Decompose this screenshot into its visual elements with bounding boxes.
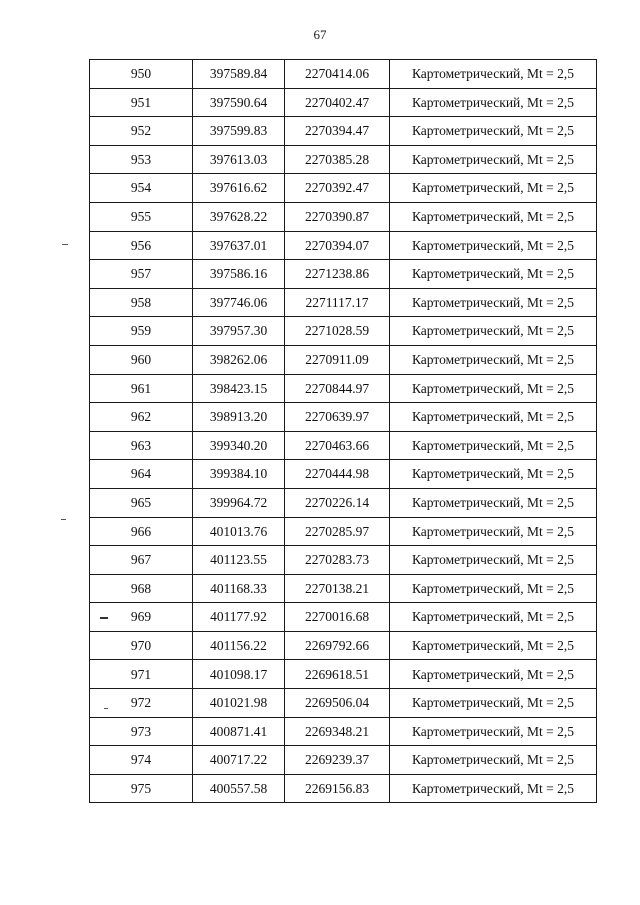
x-coordinate-cell: 397637.01 — [193, 231, 285, 260]
method-cell: Картометрический, Mt = 2,5 — [390, 288, 597, 317]
scan-mark — [62, 244, 68, 245]
y-coordinate-cell: 2270138.21 — [285, 574, 390, 603]
method-cell: Картометрический, Mt = 2,5 — [390, 488, 597, 517]
method-cell: Картометрический, Mt = 2,5 — [390, 174, 597, 203]
y-coordinate-cell: 2270016.68 — [285, 603, 390, 632]
method-cell: Картометрический, Mt = 2,5 — [390, 660, 597, 689]
y-coordinate-cell: 2269239.37 — [285, 746, 390, 775]
table-row — [90, 774, 597, 803]
y-coordinate-cell: 2270844.97 — [285, 374, 390, 403]
method-cell: Картометрический, Mt = 2,5 — [390, 746, 597, 775]
x-coordinate-cell: 398913.20 — [193, 403, 285, 432]
point-number-cell: 967 — [90, 546, 193, 575]
table-row — [90, 746, 597, 775]
table-row — [90, 317, 597, 346]
x-coordinate-cell: 397613.03 — [193, 145, 285, 174]
point-number-cell: 957 — [90, 260, 193, 289]
point-number-cell: 954 — [90, 174, 193, 203]
method-cell: Картометрический, Mt = 2,5 — [390, 431, 597, 460]
x-coordinate-cell: 400557.58 — [193, 774, 285, 803]
x-coordinate-cell: 399340.20 — [193, 431, 285, 460]
method-cell: Картометрический, Mt = 2,5 — [390, 546, 597, 575]
method-cell: Картометрический, Mt = 2,5 — [390, 717, 597, 746]
table-row — [90, 603, 597, 632]
point-number-cell: 970 — [90, 631, 193, 660]
point-number-cell: 952 — [90, 117, 193, 146]
x-coordinate-cell: 397616.62 — [193, 174, 285, 203]
method-cell: Картометрический, Mt = 2,5 — [390, 202, 597, 231]
y-coordinate-cell: 2271117.17 — [285, 288, 390, 317]
y-coordinate-cell: 2270390.87 — [285, 202, 390, 231]
table-row — [90, 546, 597, 575]
y-coordinate-cell: 2270283.73 — [285, 546, 390, 575]
x-coordinate-cell: 397628.22 — [193, 202, 285, 231]
point-number-cell: 961 — [90, 374, 193, 403]
point-number-cell: 968 — [90, 574, 193, 603]
table-row — [90, 689, 597, 718]
y-coordinate-cell: 2270463.66 — [285, 431, 390, 460]
method-cell: Картометрический, Mt = 2,5 — [390, 145, 597, 174]
table-row — [90, 374, 597, 403]
x-coordinate-cell: 399964.72 — [193, 488, 285, 517]
method-cell: Картометрический, Mt = 2,5 — [390, 460, 597, 489]
table-row — [90, 660, 597, 689]
method-cell: Картометрический, Mt = 2,5 — [390, 374, 597, 403]
method-cell: Картометрический, Mt = 2,5 — [390, 603, 597, 632]
method-cell: Картометрический, Mt = 2,5 — [390, 631, 597, 660]
y-coordinate-cell: 2270394.07 — [285, 231, 390, 260]
table-row — [90, 174, 597, 203]
x-coordinate-cell: 401177.92 — [193, 603, 285, 632]
table-row — [90, 717, 597, 746]
point-number-cell: 955 — [90, 202, 193, 231]
method-cell: Картометрический, Mt = 2,5 — [390, 689, 597, 718]
x-coordinate-cell: 401123.55 — [193, 546, 285, 575]
x-coordinate-cell: 397586.16 — [193, 260, 285, 289]
coordinates-table — [89, 59, 597, 803]
x-coordinate-cell: 400717.22 — [193, 746, 285, 775]
point-number-cell: 959 — [90, 317, 193, 346]
point-number-cell: 973 — [90, 717, 193, 746]
x-coordinate-cell: 399384.10 — [193, 460, 285, 489]
point-number-cell: 971 — [90, 660, 193, 689]
y-coordinate-cell: 2270394.47 — [285, 117, 390, 146]
y-coordinate-cell: 2271028.59 — [285, 317, 390, 346]
y-coordinate-cell: 2269792.66 — [285, 631, 390, 660]
point-number-cell: 975 — [90, 774, 193, 803]
y-coordinate-cell: 2270402.47 — [285, 88, 390, 117]
method-cell: Картометрический, Mt = 2,5 — [390, 403, 597, 432]
y-coordinate-cell: 2269348.21 — [285, 717, 390, 746]
x-coordinate-cell: 397957.30 — [193, 317, 285, 346]
point-number-cell: 974 — [90, 746, 193, 775]
table-row — [90, 431, 597, 460]
point-number-cell: 956 — [90, 231, 193, 260]
x-coordinate-cell: 401013.76 — [193, 517, 285, 546]
x-coordinate-cell: 401021.98 — [193, 689, 285, 718]
page-number: 67 — [313, 27, 327, 42]
y-coordinate-cell: 2270226.14 — [285, 488, 390, 517]
point-number-cell: 966 — [90, 517, 193, 546]
method-cell: Картометрический, Mt = 2,5 — [390, 517, 597, 546]
y-coordinate-cell: 2269506.04 — [285, 689, 390, 718]
point-number-cell: 951 — [90, 88, 193, 117]
table-row — [90, 260, 597, 289]
point-number-cell: 960 — [90, 345, 193, 374]
point-number-cell: 950 — [90, 60, 193, 89]
y-coordinate-cell: 2269156.83 — [285, 774, 390, 803]
x-coordinate-cell: 397590.64 — [193, 88, 285, 117]
y-coordinate-cell: 2269618.51 — [285, 660, 390, 689]
table-row — [90, 488, 597, 517]
method-cell: Картометрический, Mt = 2,5 — [390, 774, 597, 803]
method-cell: Картометрический, Mt = 2,5 — [390, 574, 597, 603]
point-number-cell: 958 — [90, 288, 193, 317]
table-row — [90, 60, 597, 89]
y-coordinate-cell: 2270444.98 — [285, 460, 390, 489]
table-row — [90, 117, 597, 146]
method-cell: Картометрический, Mt = 2,5 — [390, 88, 597, 117]
point-number-cell: 962 — [90, 403, 193, 432]
method-cell: Картометрический, Mt = 2,5 — [390, 231, 597, 260]
y-coordinate-cell: 2270639.97 — [285, 403, 390, 432]
y-coordinate-cell: 2270414.06 — [285, 60, 390, 89]
method-cell: Картометрический, Mt = 2,5 — [390, 60, 597, 89]
x-coordinate-cell: 397589.84 — [193, 60, 285, 89]
y-coordinate-cell: 2270392.47 — [285, 174, 390, 203]
point-number-cell: 972 — [90, 689, 193, 718]
y-coordinate-cell: 2271238.86 — [285, 260, 390, 289]
point-number-cell: 969 — [90, 603, 193, 632]
coordinates-table-body — [90, 60, 597, 803]
table-row — [90, 231, 597, 260]
table-row — [90, 517, 597, 546]
x-coordinate-cell: 401098.17 — [193, 660, 285, 689]
method-cell: Картометрический, Mt = 2,5 — [390, 117, 597, 146]
method-cell: Картометрический, Mt = 2,5 — [390, 317, 597, 346]
table-row — [90, 145, 597, 174]
table-row — [90, 88, 597, 117]
y-coordinate-cell: 2270285.97 — [285, 517, 390, 546]
y-coordinate-cell: 2270911.09 — [285, 345, 390, 374]
scan-mark — [61, 519, 66, 520]
x-coordinate-cell: 401156.22 — [193, 631, 285, 660]
x-coordinate-cell: 400871.41 — [193, 717, 285, 746]
point-number-cell: 953 — [90, 145, 193, 174]
x-coordinate-cell: 401168.33 — [193, 574, 285, 603]
x-coordinate-cell: 398423.15 — [193, 374, 285, 403]
x-coordinate-cell: 397746.06 — [193, 288, 285, 317]
table-row — [90, 574, 597, 603]
table-row — [90, 288, 597, 317]
x-coordinate-cell: 398262.06 — [193, 345, 285, 374]
x-coordinate-cell: 397599.83 — [193, 117, 285, 146]
y-coordinate-cell: 2270385.28 — [285, 145, 390, 174]
method-cell: Картометрический, Mt = 2,5 — [390, 345, 597, 374]
table-row — [90, 403, 597, 432]
point-number-cell: 965 — [90, 488, 193, 517]
table-row — [90, 202, 597, 231]
method-cell: Картометрический, Mt = 2,5 — [390, 260, 597, 289]
table-row — [90, 631, 597, 660]
table-row — [90, 345, 597, 374]
table-row — [90, 460, 597, 489]
point-number-cell: 964 — [90, 460, 193, 489]
point-number-cell: 963 — [90, 431, 193, 460]
